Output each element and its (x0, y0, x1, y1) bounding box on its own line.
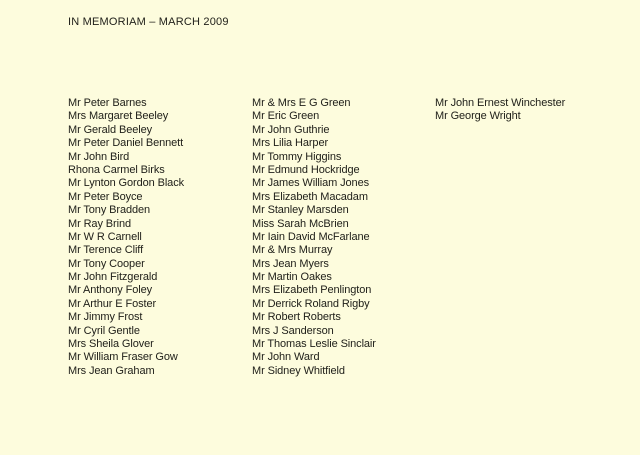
name-column-1 (68, 97, 184, 378)
name-entry: Mr Stanley Marsden (252, 204, 349, 217)
name-entry: Mr Sidney Whitfield (252, 364, 345, 377)
name-entry: Mr Edmund Hockridge (252, 163, 360, 176)
name-column-3 (435, 97, 565, 124)
name-entry: Mrs Sheila Glover (68, 338, 154, 351)
name-entry: Mr Peter Daniel Bennett (68, 137, 184, 150)
name-entry: Mrs Margaret Beeley (68, 110, 169, 123)
name-entry: Mr John Guthrie (252, 123, 330, 136)
name-entry: Mr Martin Oakes (252, 271, 332, 284)
page-title: IN MEMORIAM – MARCH 2009 (68, 16, 229, 28)
name-entry: Mr & Mrs Murray (252, 244, 333, 257)
name-entry: Mr Anthony Foley (68, 284, 152, 297)
name-entry: Rhona Carmel Birks (68, 163, 165, 176)
name-entry: Mr George Wright (435, 110, 521, 123)
name-entry: Mr William Fraser Gow (68, 351, 178, 364)
name-entry: Mr & Mrs E G Green (252, 97, 351, 109)
name-entry: Mrs J Sanderson (252, 324, 334, 337)
name-entry: Mr John Fitzgerald (68, 271, 158, 284)
name-entry: Mr Tony Cooper (68, 257, 145, 270)
name-entry: Mrs Elizabeth Macadam (252, 190, 368, 203)
name-entry: Mr Cyril Gentle (68, 324, 140, 337)
name-entry: Mr W R Carnell (68, 230, 142, 243)
name-entry: Mrs Lilia Harper (252, 137, 329, 150)
name-entry: Mr Peter Boyce (68, 190, 143, 203)
name-entry: Mr Arthur E Foster (68, 297, 157, 310)
name-entry: Mr Peter Barnes (68, 97, 147, 109)
name-column-2 (252, 97, 376, 378)
name-entry: Mr John Ward (252, 351, 320, 364)
name-entry: Mr James William Jones (252, 177, 369, 190)
name-entry: Mr John Bird (68, 150, 130, 163)
name-entry: Mr Jimmy Frost (68, 311, 143, 324)
name-entry: Mr Ray Brind (68, 217, 131, 230)
name-entry: Mr Robert Roberts (252, 311, 341, 324)
name-entry: Mr Gerald Beeley (68, 123, 152, 136)
name-entry: Mr Lynton Gordon Black (68, 177, 185, 190)
name-entry: Mr Iain David McFarlane (252, 230, 370, 243)
name-entry: Mr Tony Bradden (68, 204, 151, 217)
name-entry: Mrs Jean Myers (252, 257, 329, 270)
name-entry: Mrs Elizabeth Penlington (252, 284, 372, 297)
name-entry: Mrs Jean Graham (68, 364, 155, 377)
name-entry: Mr Derrick Roland Rigby (252, 297, 370, 310)
name-entry: Mr Terence Cliff (68, 244, 144, 257)
name-entry: Miss Sarah McBrien (252, 217, 349, 230)
name-entry: Mr Eric Green (252, 110, 320, 123)
name-entry: Mr John Ernest Winchester (435, 97, 566, 109)
name-entry: Mr Thomas Leslie Sinclair (252, 338, 376, 351)
name-entry: Mr Tommy Higgins (252, 150, 342, 163)
